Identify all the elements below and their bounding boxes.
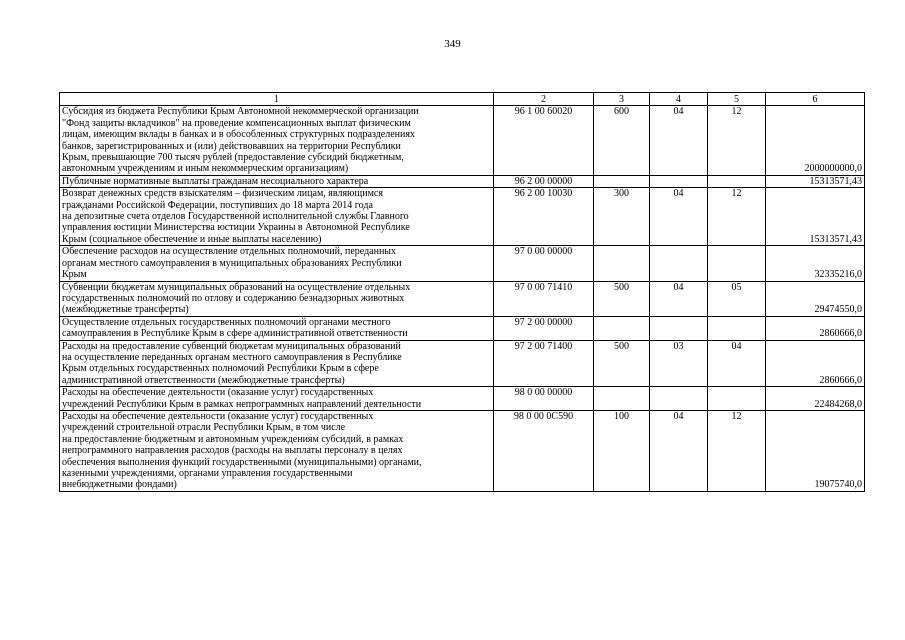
table-row <box>60 316 865 340</box>
row-description <box>60 188 494 246</box>
row-target-code: 97 0 00 00000 <box>494 246 594 281</box>
row-expense-type: 500 <box>594 340 650 387</box>
description-line: Крым отдельных государственных полномочий Республики Крым в сфере <box>62 363 379 375</box>
row-section: 04 <box>650 188 708 246</box>
header-cell: 6 <box>766 93 865 106</box>
row-expense-type: 300 <box>594 188 650 246</box>
row-amount: 2860666,0 <box>766 316 865 340</box>
description-line: органам местного самоуправления в муниципальных образованиях Республики <box>62 257 402 269</box>
description-line: внебюджетными фондами) <box>62 479 177 491</box>
description-line: непрограммного направления расходов (расходы на выплаты персоналу в целях <box>62 445 403 457</box>
row-subsection <box>708 316 766 340</box>
row-section: 04 <box>650 106 708 175</box>
description-line: Публичные нормативные выплаты гражданам несоциального характера <box>62 175 369 187</box>
description-line: на осуществление переданных органам местного самоуправления в Республике <box>62 351 402 363</box>
row-subsection: 04 <box>708 340 766 387</box>
row-amount: 19075740,0 <box>766 410 865 491</box>
row-target-code: 98 0 00 00000 <box>494 387 594 411</box>
row-target-code: 96 1 00 60020 <box>494 106 594 175</box>
description-line: на депозитные счета отделов Государственной исполнительной службы Главного <box>62 211 409 223</box>
row-section: 03 <box>650 340 708 387</box>
description-line: Возврат денежных средств взыскателям – физическим лицам, являющимся <box>62 188 383 200</box>
row-expense-type <box>594 246 650 281</box>
description-line: (межбюджетные трансферты) <box>62 304 189 316</box>
row-section: 04 <box>650 281 708 316</box>
row-section <box>650 175 708 187</box>
row-target-code: 96 2 00 00000 <box>494 175 594 187</box>
description-line: гражданами Российской Федерации, поступивших до 18 марта 2014 года <box>62 199 373 211</box>
row-expense-type <box>594 387 650 411</box>
row-description <box>60 316 494 340</box>
row-amount: 2860666,0 <box>766 340 865 387</box>
description-line: казенными учреждениями, органами управления государственными <box>62 468 353 479</box>
row-section <box>650 387 708 411</box>
row-description <box>60 246 494 281</box>
row-expense-type <box>594 175 650 187</box>
row-description <box>60 410 494 491</box>
description-line: государственных полномочий по отлову и содержанию безнадзорных животных <box>62 292 405 304</box>
row-target-code: 98 0 00 0С590 <box>494 410 594 491</box>
row-subsection: 12 <box>708 106 766 175</box>
table-row <box>60 106 865 175</box>
row-amount: 2000000000,0 <box>766 106 865 175</box>
page-number: 349 <box>444 38 461 50</box>
row-expense-type: 100 <box>594 410 650 491</box>
row-expense-type <box>594 316 650 340</box>
row-expense-type: 600 <box>594 106 650 175</box>
description-line: Субсидия из бюджета Республики Крым Автономной некоммерческой организации <box>62 106 419 118</box>
description-line: Крым (социальное обеспечение и иные выплаты населению) <box>62 233 322 245</box>
header-cell: 2 <box>494 93 594 106</box>
row-amount: 22484268,0 <box>766 387 865 411</box>
row-amount: 32335216,0 <box>766 246 865 281</box>
row-amount: 29474550,0 <box>766 281 865 316</box>
table-header-row <box>60 93 865 106</box>
description-line: Расходы на обеспечение деятельности (оказание услуг) государственных <box>62 410 374 422</box>
row-section: 04 <box>650 410 708 491</box>
description-line: административной ответственности (межбюджетные трансферты) <box>62 374 345 386</box>
description-line: обеспечения выполнения функций государственными (муниципальными) органами, <box>62 456 422 468</box>
table-row <box>60 188 865 246</box>
row-subsection: 12 <box>708 188 766 246</box>
description-line: управления юстиции Министерства юстиции Украины в Автономной Республике <box>62 222 410 234</box>
description-line: учреждений строительной отрасли Республики Крым, в том числе <box>62 422 346 434</box>
description-line: Крым, превышающие 700 тысяч рублей (предоставление субсидий бюджетным, <box>62 152 404 164</box>
row-description <box>60 281 494 316</box>
row-subsection <box>708 175 766 187</box>
table-row <box>60 175 865 187</box>
header-cell: 3 <box>594 93 650 106</box>
row-description <box>60 106 494 175</box>
description-line: учреждений Республики Крым в рамках непрограммных направлений деятельности <box>62 398 422 410</box>
description-line: на предоставление бюджетным и автономным учреждениям субсидий, в рамках <box>62 433 404 445</box>
table-row <box>60 340 865 387</box>
description-line: Обеспечение расходов на осуществление отдельных полномочий, переданных <box>62 246 397 258</box>
description-line: автономным учреждениям и иным некоммерческим организациям) <box>62 163 349 175</box>
description-line: банков, зарегистрированных и (или) действовавших на территории Республики <box>62 140 401 152</box>
row-target-code: 97 2 00 71400 <box>494 340 594 387</box>
description-line: самоуправления в Республике Крым в сфере административной ответственности <box>62 328 408 340</box>
description-line: лицам, имеющим вклады в банках и в обособленных структурных подразделениях <box>62 129 415 141</box>
row-subsection: 05 <box>708 281 766 316</box>
row-amount: 15313571,43 <box>766 188 865 246</box>
row-description <box>60 387 494 411</box>
table-row <box>60 410 865 491</box>
description-line: Расходы на предоставление субвенций бюджетам муниципальных образований <box>62 340 401 352</box>
row-amount: 15313571,43 <box>766 175 865 187</box>
row-subsection: 12 <box>708 410 766 491</box>
budget-table <box>59 92 865 492</box>
header-cell: 4 <box>650 93 708 106</box>
row-description <box>60 175 494 187</box>
header-cell: 5 <box>708 93 766 106</box>
description-line: Расходы на обеспечение деятельности (оказание услуг) государственных <box>62 387 374 399</box>
description-line: Крым <box>62 269 87 281</box>
row-section <box>650 246 708 281</box>
row-subsection <box>708 246 766 281</box>
table-row <box>60 246 865 281</box>
row-expense-type: 500 <box>594 281 650 316</box>
table-row <box>60 281 865 316</box>
row-target-code: 96 2 00 10030 <box>494 188 594 246</box>
row-section <box>650 316 708 340</box>
row-target-code: 97 2 00 00000 <box>494 316 594 340</box>
description-line: "Фонд защиты вкладчиков" на проведение компенсационных выплат физическим <box>62 117 411 129</box>
header-cell: 1 <box>60 93 494 106</box>
row-subsection <box>708 387 766 411</box>
description-line: Субвенции бюджетам муниципальных образований на осуществление отдельных <box>62 281 411 293</box>
row-description <box>60 340 494 387</box>
row-target-code: 97 0 00 71410 <box>494 281 594 316</box>
description-line: Осуществление отдельных государственных полномочий органами местного <box>62 316 391 328</box>
table-row <box>60 387 865 411</box>
